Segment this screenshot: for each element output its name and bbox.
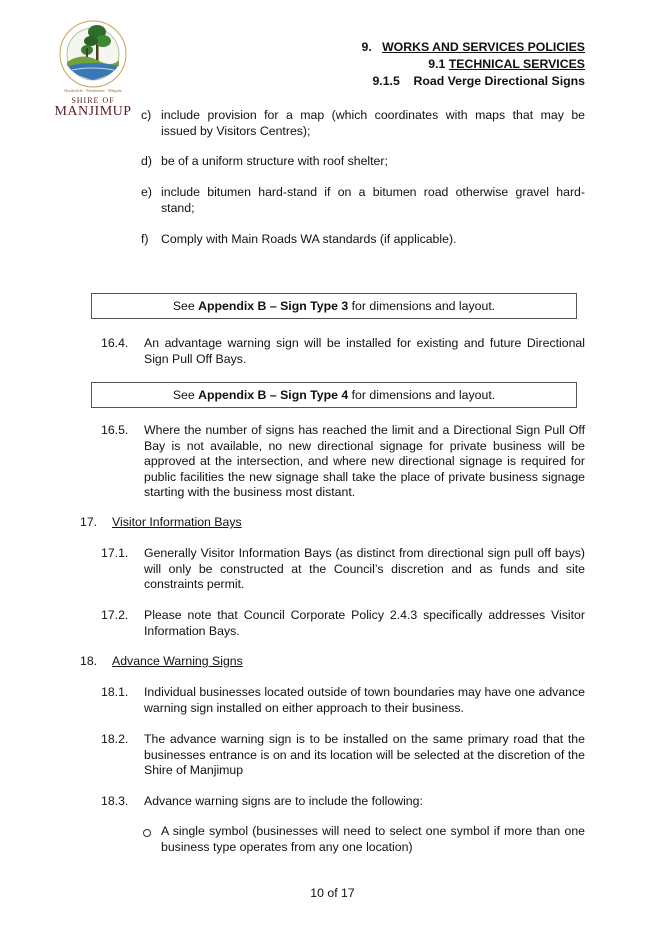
section-17-num: 17. [80, 515, 98, 529]
section-16-5-text: Where the number of signs has reached the limit and a Directional Sign Pull Off Bay is not available, no new directional signage for private business will be approved at the intersection, and where new directional signage is required for public facilities the new signage shall take the place of private business signage starting with the business most distant. [144, 423, 585, 499]
section-17-title: Visitor Information Bays [112, 515, 242, 529]
list-item-d-label: d) [141, 154, 152, 168]
list-item-c-line1: include provision for a map (which coordinates with maps that may be [161, 108, 585, 122]
section-17-1-num: 17.1. [101, 546, 129, 560]
section-17-2-text: Please note that Council Corporate Policy 2.4.3 specifically addresses Visitor Information Bays. [144, 608, 585, 638]
header-line3-num: 9.1.5 [372, 74, 400, 88]
section-18-num: 18. [80, 654, 98, 668]
box2-bold: Appendix B – Sign Type 4 [198, 388, 349, 402]
header-line2 [428, 56, 585, 73]
section-17-1-text: Generally Visitor Information Bays (as distinct from directional sign pull off bays) will only be constructed at the Council’s discretion and as funds and site constraints permit. [144, 546, 585, 591]
list-item-d [161, 154, 585, 170]
section-18-title: Advance Warning Signs [112, 654, 243, 668]
header-line1-num: 9. [361, 40, 372, 54]
header-line2-text: TECHNICAL SERVICES [448, 57, 585, 71]
section-16-4-num: 16.4. [101, 336, 129, 350]
list-item-e-line2: stand; [161, 200, 195, 215]
logo-line2: MANJIMUP [54, 104, 132, 119]
page-number: 10 of 17 [310, 886, 355, 900]
box1-pre: See [172, 299, 199, 313]
list-item-f [161, 232, 585, 248]
list-item-e [161, 185, 585, 216]
section-18-2-num: 18.2. [101, 732, 129, 746]
shire-logo-emblem [52, 14, 134, 98]
header-line1 [362, 39, 585, 56]
logo-line1: SHIRE OF [71, 96, 115, 105]
section-18-3-text: Advance warning signs are to include the following: [144, 794, 423, 808]
box2-post: for dimensions and layout. [348, 388, 496, 402]
bullet-circle-icon [143, 829, 151, 837]
list-item-c [161, 108, 585, 139]
section-18-3-num: 18.3. [101, 794, 129, 808]
section-16-4-text: An advantage warning sign will be installed for existing and future Directional Sign Pull Off Bays. [144, 336, 585, 366]
header-line3 [372, 73, 585, 90]
section-18-2-text: The advance warning sign is to be installed on the same primary road that the businesses entrance is on and its location will be selected at the discretion of the Shire of Manjimup [144, 732, 585, 777]
list-item-c-line2: issued by Visitors Centres); [161, 123, 311, 138]
section-18-1-num: 18.1. [101, 685, 129, 699]
box1-bold: Appendix B – Sign Type 3 [198, 299, 349, 313]
list-item-e-label: e) [141, 185, 152, 199]
list-item-f-label: f) [141, 232, 149, 246]
header-line2-num: 9.1 [428, 57, 446, 71]
section-18-1-text: Individual businesses located outside of town boundaries may have one advance warning sign installed on either approach to their business. [144, 685, 585, 715]
logo-ring-text: Northcliffe · Pemberton · Walpole [64, 88, 122, 93]
list-item-e-line1: include bitumen hard-stand if on a bitumen road otherwise gravel hard- [161, 185, 585, 199]
box1-post: for dimensions and layout. [348, 299, 496, 313]
header-line1-text: WORKS AND SERVICES POLICIES [382, 40, 585, 54]
section-16-5-num: 16.5. [101, 423, 129, 437]
appendix-box-sign-type-4 [91, 382, 577, 408]
bullet-item-text: A single symbol (businesses will need to select one symbol if more than one business type operates from any one location) [161, 824, 585, 854]
section-17-2-num: 17.2. [101, 608, 129, 622]
appendix-box-sign-type-3 [91, 293, 577, 319]
list-item-d-line1: be of a uniform structure with roof shelter; [161, 154, 388, 168]
header-line3-text: Road Verge Directional Signs [413, 74, 585, 88]
shire-logo [52, 14, 134, 118]
list-item-f-line1: Comply with Main Roads WA standards (if applicable). [161, 232, 457, 246]
box2-pre: See [172, 388, 199, 402]
list-item-c-label: c) [141, 108, 152, 122]
